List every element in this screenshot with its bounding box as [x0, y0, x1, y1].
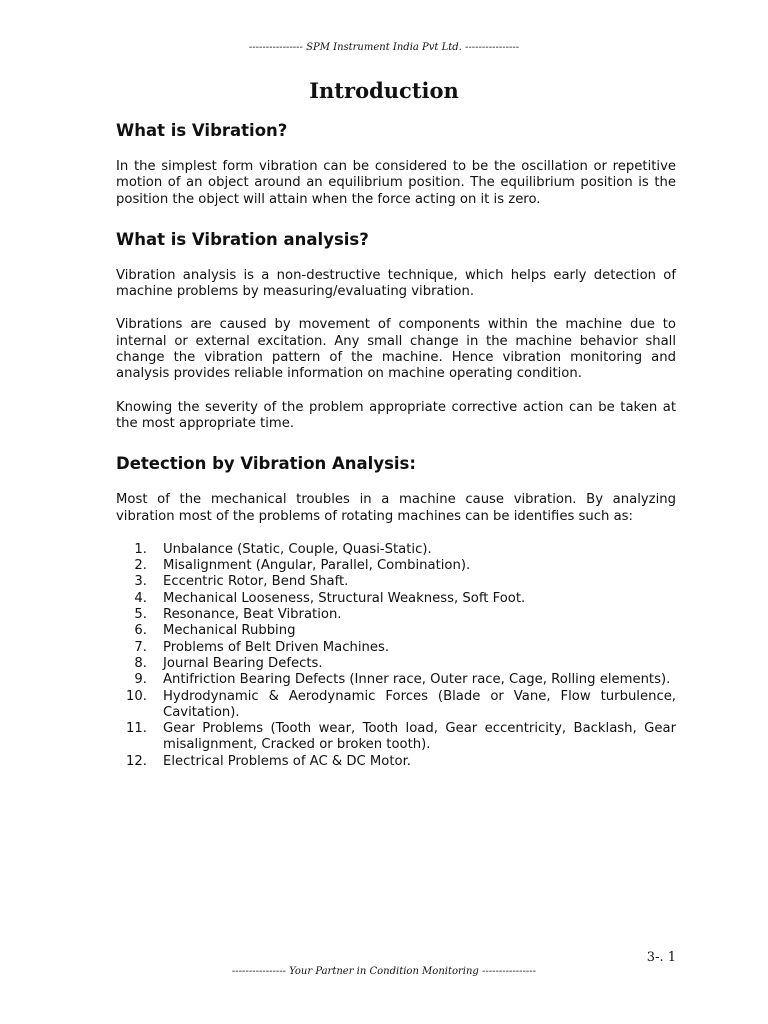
list-item-number: 8.: [134, 655, 147, 671]
list-item: [116, 721, 676, 754]
list-item-number: 10.: [126, 688, 147, 704]
main-content: [116, 118, 676, 770]
list-item-text: Unbalance (Static, Couple, Quasi-Static).: [163, 541, 432, 557]
running-header: ---------------- SPM Instrument India Pvt Ltd. ----------------: [248, 42, 520, 53]
paragraph: Knowing the severity of the problem appropriate corrective action can be taken at the most appropriate time.: [116, 399, 676, 431]
list-item: [116, 640, 676, 656]
list-item-number: 1.: [134, 541, 147, 557]
list-item-text: Antifriction Bearing Defects (Inner race, Outer race, Cage, Rolling elements).: [163, 672, 671, 688]
list-item-number: 6.: [134, 623, 147, 639]
running-footer: ---------------- Your Partner in Condition Monitoring ----------------: [231, 966, 537, 977]
section-what-is-vibration-analysis: [116, 227, 676, 432]
list-item-text: Hydrodynamic & Aerodynamic Forces (Blade or Vane, Flow turbulence, Cavitation).: [163, 688, 676, 720]
paragraph: Most of the mechanical troubles in a machine cause vibration. By analyzing vibration most of the problems of rotating machines can be identifies such as:: [116, 492, 676, 524]
list-item-text: Journal Bearing Defects.: [163, 655, 323, 671]
list-item-number: 3.: [134, 574, 147, 590]
list-item-number: 11.: [126, 721, 147, 737]
list-item-text: Resonance, Beat Vibration.: [163, 607, 342, 623]
list-item: [116, 542, 676, 558]
list-item: [116, 754, 676, 770]
list-item: [116, 672, 676, 688]
list-item-number: 12.: [126, 753, 147, 769]
page-number: 3-. 1: [646, 950, 676, 965]
list-item-text: Mechanical Looseness, Structural Weakness, Soft Foot.: [163, 590, 526, 606]
list-item-text: Mechanical Rubbing: [163, 623, 296, 639]
list-item-text: Misalignment (Angular, Parallel, Combination).: [163, 558, 471, 574]
list-item-number: 5.: [134, 607, 147, 623]
section-what-is-vibration: [116, 118, 676, 208]
list-item-number: 7.: [134, 639, 147, 655]
section-detection-by-vibration-analysis: [116, 451, 676, 770]
list-item: [116, 656, 676, 672]
list-item-number: 4.: [134, 590, 147, 606]
list-item-text: Eccentric Rotor, Bend Shaft.: [163, 574, 349, 590]
paragraph: In the simplest form vibration can be considered to be the oscillation or repetitive motion of an object around an equilibrium position. The equilibrium position is the position the object will attain when the force acting on it is zero.: [116, 159, 676, 207]
list-item-text: Problems of Belt Driven Machines.: [163, 639, 390, 655]
section-heading: Detection by Vibration Analysis:: [116, 454, 416, 474]
section-heading: What is Vibration analysis?: [116, 229, 369, 249]
paragraph: Vibration analysis is a non-destructive technique, which helps early detection of machine problems by measuring/evaluating vibration.: [116, 267, 676, 300]
list-item: [116, 689, 676, 722]
section-heading: What is Vibration?: [116, 121, 288, 140]
page-title: Introduction: [309, 78, 459, 103]
list-item-text: Electrical Problems of AC & DC Motor.: [163, 753, 411, 769]
list-item: [116, 558, 676, 574]
paragraph: Vibrations are caused by movement of components within the machine due to internal or external excitation. Any small change in the machine behavior shall change the vibration pattern of the machine. Hence vibration monitoring and analysis provides reliable information on machine operating condition.: [116, 317, 676, 382]
list-item: [116, 574, 676, 590]
list-item: [116, 623, 676, 639]
list-item-text: Gear Problems (Tooth wear, Tooth load, Gear eccentricity, Backlash, Gear misalignment, Cracked or broken tooth).: [163, 721, 676, 753]
problems-list: [116, 542, 676, 770]
list-item: [116, 607, 676, 623]
list-item-number: 2.: [134, 558, 147, 574]
list-item: [116, 591, 676, 607]
list-item-number: 9.: [134, 672, 147, 688]
